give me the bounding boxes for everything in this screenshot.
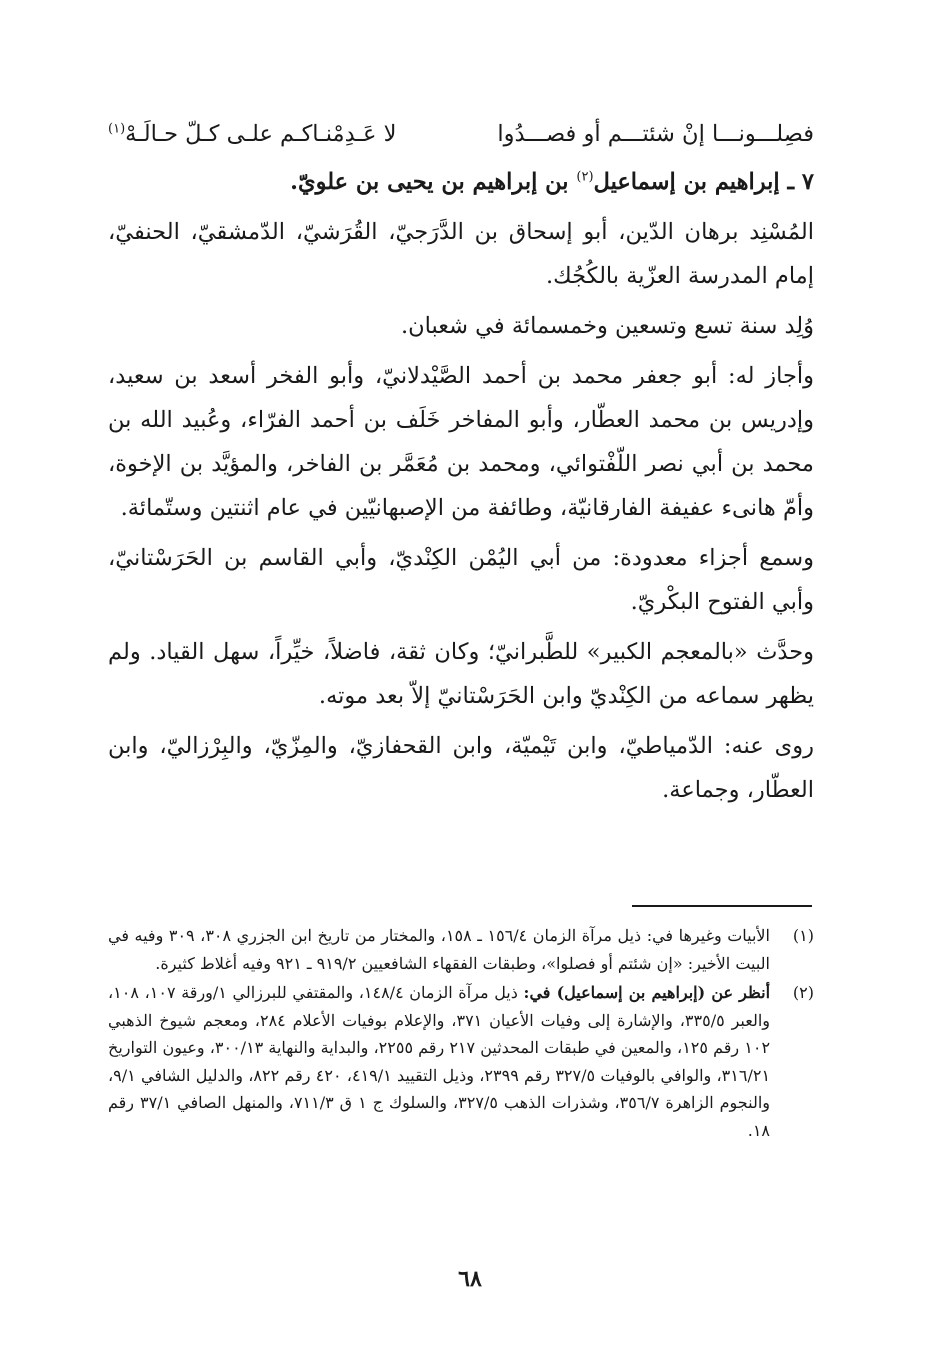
paragraph-sama: وسمع أجزاء معدودة: من أبي اليُمْن الكِنْديّ، وأبي القاسم بن الحَرَسْتانيّ، وأبي الفتوح البكْريّ. bbox=[108, 545, 814, 615]
footnote-2-body bbox=[108, 979, 770, 1144]
verse-second-hemistich: لا عَـدِمْنـاكـم علـى كـلّ حـالَـهْ bbox=[125, 121, 397, 147]
main-text-block bbox=[108, 112, 814, 818]
footnote-2 bbox=[108, 979, 814, 1144]
footnote-2-text: ذيل مرآة الزمان ١٤٨/٤، والمقتفي للبرزالي ١/ورقة ١٠٧، ١٠٨، والعبر ٣٣٥/٥، والإشارة إلى وفيات الأعيان ٣٧١، والإعلام بوفيات الأعلام ٢٨٤، ومعجم شيوخ الذهبي ١٠٢ رقم ١٢٥، والمعين في طبقات المحدثين ٢١٧ رقم ٢٢٥٥، والبداية والنهاية ٣٠٠/١٣، وعيون التواريخ ٣١٦/٢١، والوافي بالوفيات ٣٢٧/٥ رقم ٢٣٩٩، وذيل التقييد ٤١٩/١، ٤٢٠ رقم ٨٢٢، والدليل الشافي ٩/١، والنجوم الزاهرة ٣٥٦/٧، وشذرات الذهب ٣٢٧/٥، والسلوك ج ١ ق ٧١١/٣، والمنهل الصافي ٣٧/١ رقم ١٨. bbox=[108, 983, 771, 1140]
entry-heading bbox=[108, 160, 814, 204]
page-number: ٦٨ bbox=[458, 1266, 482, 1292]
paragraph-ijaza: وأجاز له: أبو جعفر محمد بن أحمد الصَّيْدلانيّ، وأبو الفخر أسعد بن سعيد، وإدريس بن محمد العطّار، وأبو المفاخر خَلَف بن أحمد الفرّاء، وعُبيد الله بن محمد بن أبي نصر اللّفْتوائي، ومحمد بن مُعَمَّر بن الفاخر، والمؤيَّد بن الإخوة، وأمّ هانىء عفيفة الفارقانيّة، وطائفة من الإصبهانيّين في عام اثنتين وستّمائة. bbox=[108, 363, 814, 521]
footnote-1-text: الأبيات وغيرها في: ذيل مرآة الزمان ١٥٦/٤ ـ ١٥٨، والمختار من تاريخ ابن الجزري ٣٠٨، ٣٠٩ وفيه في البيت الأخير: «إن شئتم أو فصلوا»، وطبقات الفقهاء الشافعيين ٩١٩/٢ ـ ٩٢١ وفيه أغلاط كثيرة. bbox=[108, 926, 770, 973]
footnote-separator bbox=[632, 905, 812, 907]
verse-first-hemistich: فصِلـــونـــا إنْ شئتـــم أو فصـــدُوا bbox=[497, 121, 814, 147]
poetry-verse bbox=[108, 112, 814, 156]
paragraph-birth: وُلِد سنة تسع وتسعين وخمسمائة في شعبان. bbox=[400, 313, 814, 339]
paragraph-students: روى عنه: الدّمياطيّ، وابن تَيْميّة، وابن القحفازيّ، والمِزّيّ، والبِرْزاليّ، وابن العطّار، وجماعة. bbox=[108, 733, 814, 803]
entry-heading-prefix: ٧ ـ إبراهيم بن إسماعيل bbox=[593, 169, 814, 195]
footnote-ref-2: (٢) bbox=[576, 169, 594, 185]
footnote-2-lead: أنظر عن (إبراهيم بن إسماعيل) في: bbox=[523, 983, 771, 1002]
entry-heading-suffix: بن إبراهيم بن يحيى بن علويّ. bbox=[290, 169, 577, 195]
paragraph-titles: المُسْنِد برهان الدّين، أبو إسحاق بن الدَّرَجيّ، القُرَشيّ، الدّمشقيّ، الحنفيّ، إمام المدرسة العزّية بالكُجُك. bbox=[108, 219, 814, 289]
footnote-2-number: (٢) bbox=[792, 983, 814, 1002]
footnote-ref-1: (١) bbox=[108, 121, 126, 137]
footnote-1 bbox=[108, 922, 814, 977]
footnote-1-number: (١) bbox=[792, 926, 814, 945]
verse-second-hemistich-wrap bbox=[108, 112, 468, 156]
paragraph-tahdith: وحدَّث «بالمعجم الكبير» للطَّبرانيّ؛ وكان ثقة، فاضلاً، خيِّراً، سهل القياد. ولم يظهر سماعه من الكِنْديّ وابن الحَرَسْتانيّ إلاّ بعد موته. bbox=[108, 639, 814, 709]
footnotes-block bbox=[108, 922, 814, 1146]
